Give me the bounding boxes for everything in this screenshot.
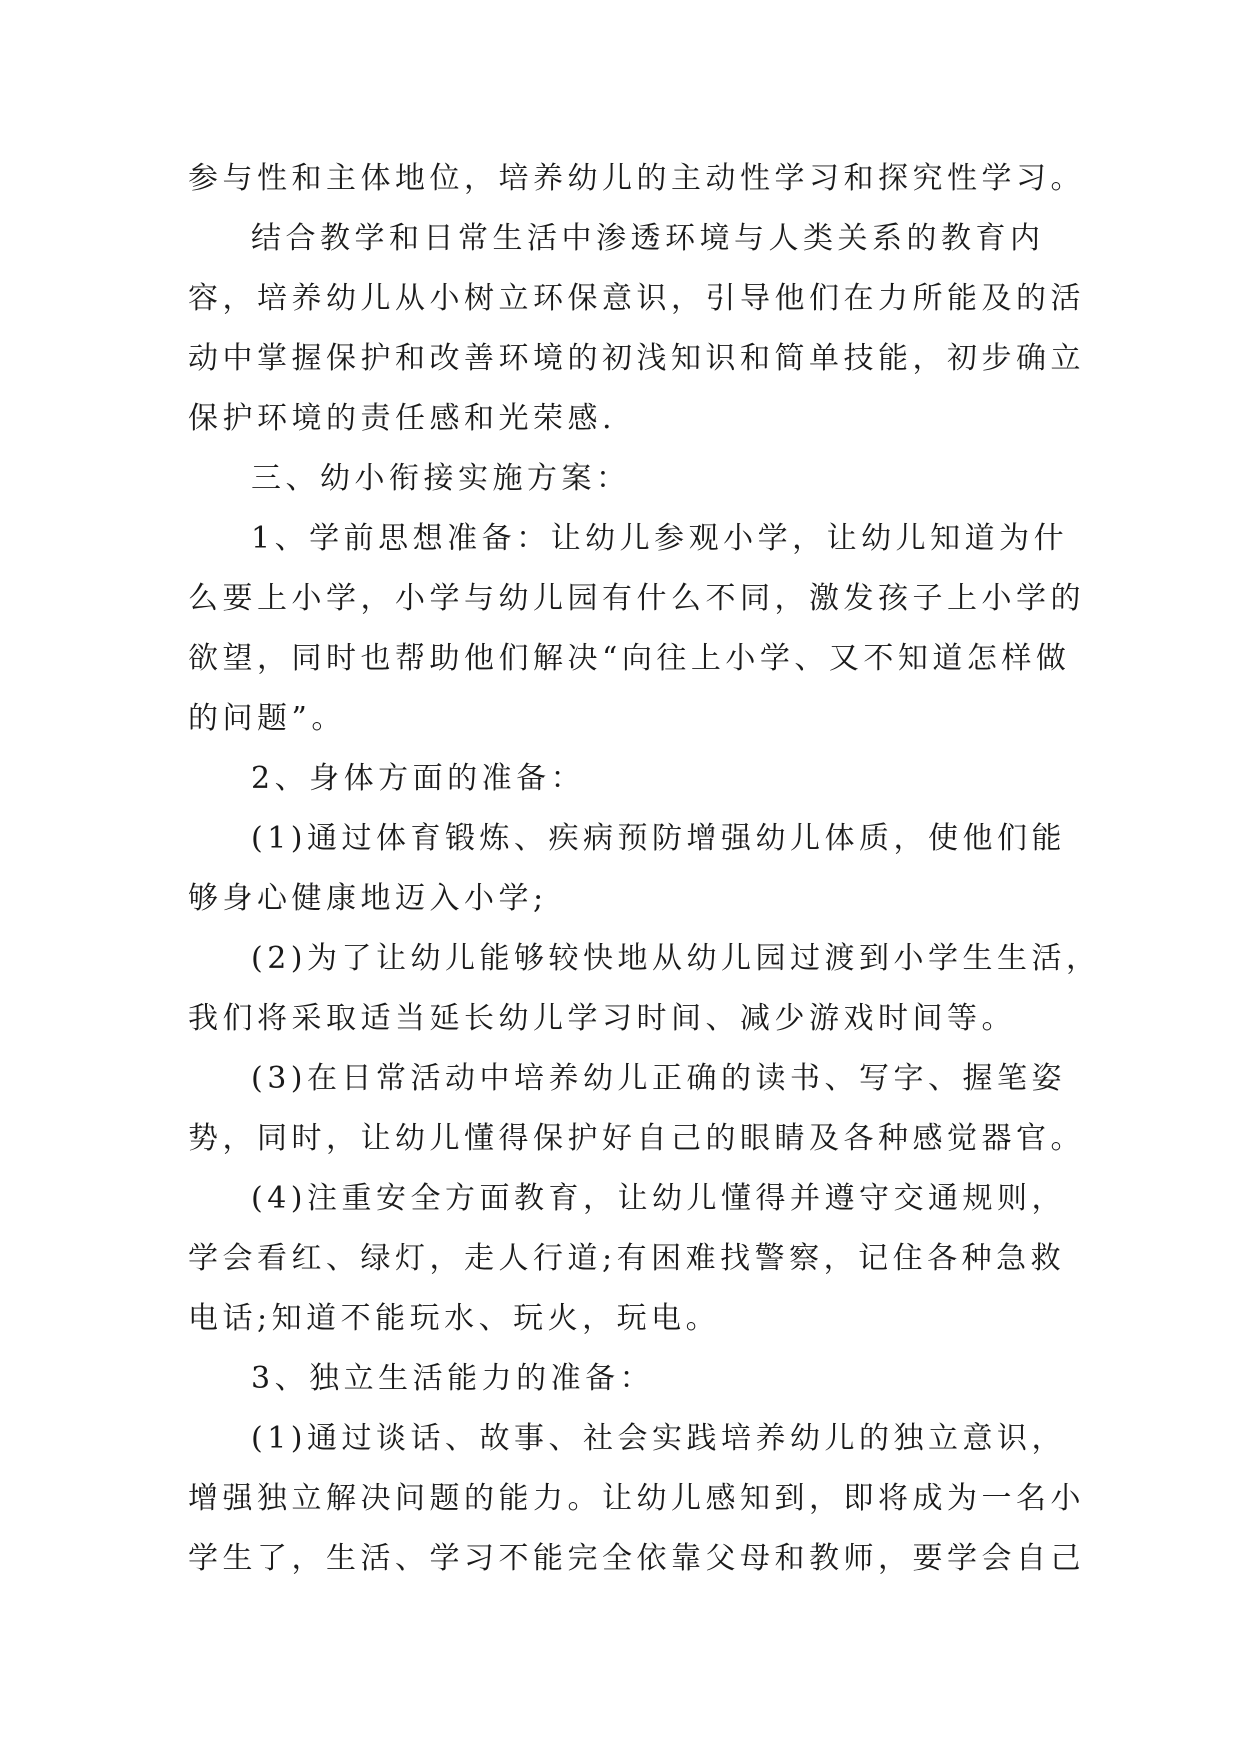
text-line: 够身心健康地迈入小学;: [188, 881, 548, 916]
text-line: (1)通过体育锻炼、疾病预防增强幼儿体质，使他们能: [251, 821, 1066, 856]
text-line: 我们将采取适当延长幼儿学习时间、减少游戏时间等。: [188, 1001, 1016, 1036]
text-line: 参与性和主体地位，培养幼儿的主动性学习和探究性学习。: [188, 161, 1085, 196]
text-line: 容，培养幼儿从小树立环保意识，引导他们在力所能及的活: [188, 281, 1085, 316]
text-line: (2)为了让幼儿能够较快地从幼儿园过渡到小学生生活，: [251, 941, 1101, 976]
text-line: (3)在日常活动中培养幼儿正确的读书、写字、握笔姿: [251, 1061, 1066, 1096]
text-line: 的问题”。: [188, 701, 346, 736]
text-line: 势，同时，让幼儿懂得保护好自己的眼睛及各种感觉器官。: [188, 1121, 1085, 1156]
text-line: 保护环境的责任感和光荣感.: [188, 401, 617, 436]
text-line: (1)通过谈话、故事、社会实践培养幼儿的独立意识，: [251, 1421, 1066, 1456]
subsection-heading: 3、独立生活能力的准备：: [251, 1361, 655, 1396]
text-line: 么要上小学，小学与幼儿园有什么不同，激发孩子上小学的: [188, 581, 1085, 616]
text-line: 欲望，同时也帮助他们解决“向往上小学、又不知道怎样做: [188, 641, 1071, 676]
text-line: 增强独立解决问题的能力。让幼儿感知到，即将成为一名小: [188, 1481, 1085, 1516]
section-heading: 三、幼小衔接实施方案：: [251, 461, 631, 496]
text-line: 1、学前思想准备：让幼儿参观小学，让幼儿知道为什: [251, 521, 1069, 556]
text-line: 电话;知道不能玩水、玩火，玩电。: [188, 1301, 721, 1336]
text-line: 结合教学和日常生活中渗透环境与人类关系的教育内: [251, 221, 1045, 256]
subsection-heading: 2、身体方面的准备：: [251, 761, 586, 796]
text-line: 动中掌握保护和改善环境的初浅知识和简单技能，初步确立: [188, 341, 1085, 376]
document-body: [188, 160, 1101, 1600]
text-line: 学会看红、绿灯，走人行道;有困难找警察，记住各种急救: [188, 1241, 1066, 1276]
text-line: 学生了，生活、学习不能完全依靠父母和教师，要学会自己: [188, 1541, 1085, 1576]
text-line: (4)注重安全方面教育，让幼儿懂得并遵守交通规则，: [251, 1181, 1066, 1216]
